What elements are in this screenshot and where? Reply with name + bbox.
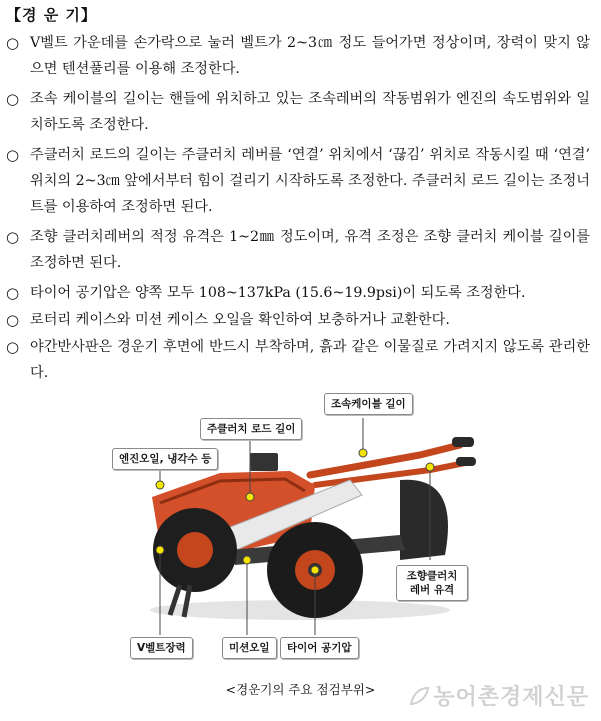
label-engine-oil: 엔진오일, 냉각수 등 — [112, 448, 218, 470]
bullet-circle: ○ — [6, 311, 20, 329]
list-item — [6, 224, 590, 276]
label-speed-cable: 조속케이블 길이 — [324, 393, 413, 415]
list-item-text: 야간반사판은 경운기 후면에 반드시 부착하며, 흙과 같은 이물질로 가려지지 않도록 관리한다. — [30, 339, 590, 381]
label-mission-oil: 미션오일 — [222, 637, 277, 659]
list-item-text: 조속 케이블의 길이는 핸들에 위치하고 있는 조속레버의 작동범위가 엔진의 속도범위와 일치하도록 조정한다. — [30, 91, 590, 133]
list-item — [6, 30, 590, 82]
bullet-circle: ○ — [6, 90, 20, 108]
publisher-watermark — [408, 680, 589, 711]
list-item — [6, 280, 590, 306]
list-item-text: V벨트 가운데를 손가락으로 눌러 벨트가 2~3㎝ 정도 들어가면 정상이며, 장력이 맞지 않으면 텐션풀리를 이용해 조정한다. — [30, 35, 590, 77]
list-item — [6, 142, 590, 220]
tiller-diagram — [100, 385, 500, 675]
list-item-text: 주클러치 로드의 길이는 주클러치 레버를 ‘연결’ 위치에서 ‘끊김’ 위치로 작동시킬 때 ‘연결’ 위치의 2~3㎝ 앞에서부터 힘이 걸리기 시작하도록 조정한다. 주클러치 로드 길이는 조정너트를 이용하여 조정하면 된다. — [30, 147, 590, 215]
label-clutch-rod: 주클러치 로드 길이 — [200, 418, 302, 440]
label-v-belt: V벨트장력 — [130, 637, 193, 659]
list-item — [6, 334, 590, 386]
leaf-icon — [408, 685, 430, 707]
bullet-circle: ○ — [6, 228, 20, 246]
list-item-text: 로터리 케이스와 미션 케이스 오일을 확인하여 보충하거나 교환한다. — [30, 312, 450, 328]
section-title: 【경 운 기】 — [6, 6, 97, 24]
checklist — [6, 30, 590, 387]
list-item-text: 조향 클러치레버의 적정 유격은 1~2㎜ 정도이며, 유격 조정은 조향 클러치 케이블 길이를 조정하면 된다. — [30, 229, 590, 271]
watermark-text: 농어촌경제신문 — [433, 685, 589, 710]
bullet-circle: ○ — [6, 146, 20, 164]
figure-caption: <경운기의 주요 점검부위> — [225, 682, 376, 697]
bullet-circle: ○ — [6, 338, 20, 356]
list-item — [6, 307, 590, 333]
list-item-text: 타이어 공기압은 양쪽 모두 108~137kPa (15.6~19.9psi)이 되도록 조정한다. — [30, 285, 526, 301]
bullet-circle: ○ — [6, 34, 20, 52]
list-item — [6, 86, 590, 138]
label-steering-clutch: 조향클러치 레버 유격 — [396, 565, 468, 601]
label-tire-pressure: 타이어 공기압 — [280, 637, 359, 659]
bullet-circle: ○ — [6, 284, 20, 302]
